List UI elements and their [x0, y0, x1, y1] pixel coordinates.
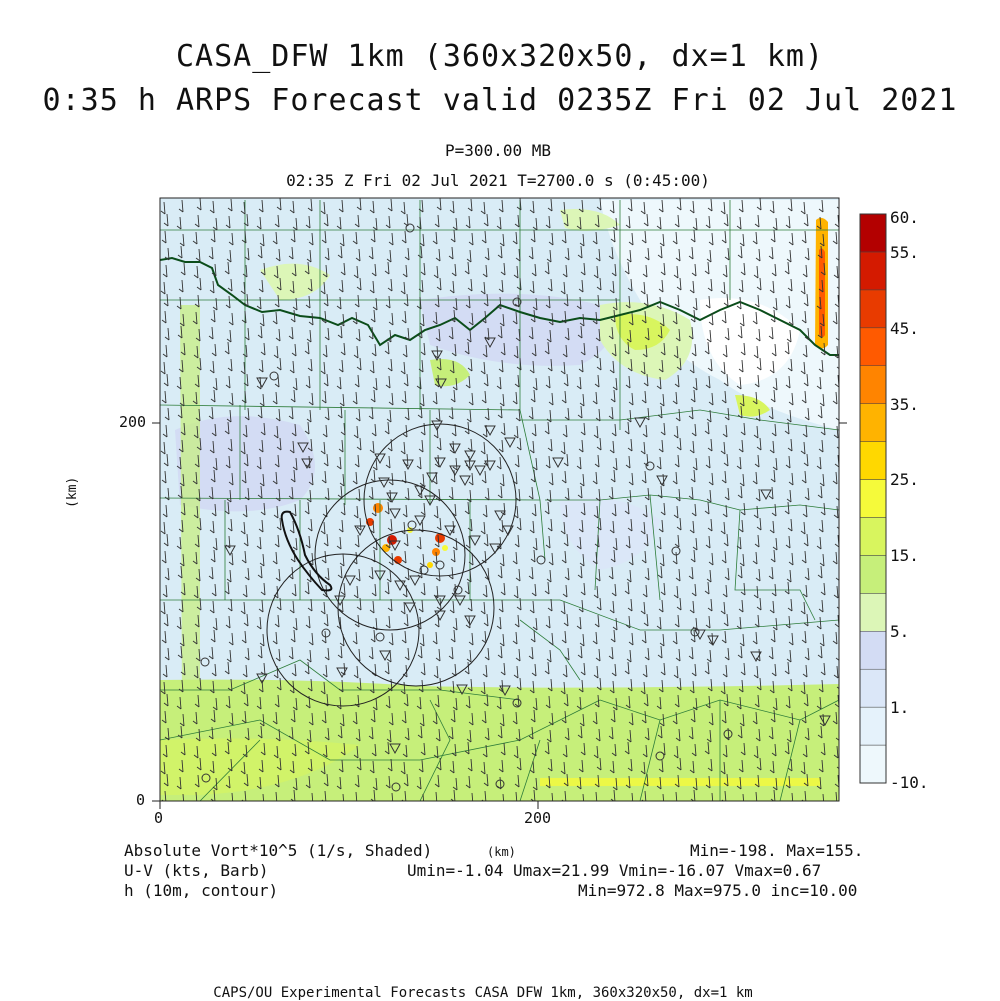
colorbar-label: 1. [890, 698, 910, 717]
colorbar-label: -10. [890, 773, 929, 792]
colorbar-swatch [860, 631, 886, 669]
y-axis-label: (km) [65, 476, 80, 508]
legend-height-stats: Min=972.8 Max=975.0 inc=10.00 [578, 881, 858, 900]
colorbar-swatch [860, 555, 886, 593]
colorbar [860, 214, 886, 783]
pressure-level: P=300.00 MB [445, 141, 551, 160]
colorbar-label: 35. [890, 395, 919, 414]
y-tick-0: 0 [136, 791, 146, 809]
plot-subtitle: 0:35 h ARPS Forecast valid 0235Z Fri 02 Jul 2021 [42, 83, 958, 118]
legend-field-height: h (10m, contour) [124, 881, 279, 900]
colorbar-label: 45. [890, 319, 919, 338]
colorbar-label: 15. [890, 546, 919, 565]
colorbar-swatch [860, 366, 886, 404]
colorbar-swatch [860, 404, 886, 442]
plot-title: CASA_DFW 1km (360x320x50, dx=1 km) [175, 39, 825, 74]
x-tick-200: 200 [524, 809, 552, 827]
colorbar-swatch [860, 252, 886, 290]
colorbar-swatch [860, 517, 886, 555]
colorbar-swatch [860, 214, 886, 252]
legend-vorticity-stats: Min=-198. Max=155. [690, 841, 864, 860]
y-tick-200: 200 [119, 413, 147, 431]
legend-field-wind: U-V (kts, Barb) [124, 861, 269, 880]
footer-credit: CAPS/OU Experimental Forecasts CASA DFW 1km, 360x320x50, dx=1 km [213, 985, 753, 1001]
colorbar-swatch [860, 745, 886, 783]
vorticity-field [160, 198, 841, 806]
valid-time-line: 02:35 Z Fri 02 Jul 2021 T=2700.0 s (0:45:00) [286, 171, 710, 190]
x-axis-label: (km) [487, 845, 516, 859]
legend-field-vorticity: Absolute Vort*10^5 (1/s, Shaded) [124, 841, 433, 860]
colorbar-swatch [860, 290, 886, 328]
legend-wind-stats: Umin=-1.04 Umax=21.99 Vmin=-16.07 Vmax=0.67 [407, 861, 822, 880]
colorbar-swatch [860, 442, 886, 480]
x-tick-0: 0 [154, 809, 164, 827]
vort-patch [540, 778, 820, 786]
colorbar-swatch [860, 669, 886, 707]
colorbar-label: 60. [890, 208, 919, 227]
colorbar-swatch [860, 707, 886, 745]
colorbar-label: 55. [890, 243, 919, 262]
colorbar-swatch [860, 328, 886, 366]
colorbar-label: 5. [890, 622, 910, 641]
colorbar-swatch [860, 480, 886, 518]
colorbar-label: 25. [890, 470, 919, 489]
colorbar-swatch [860, 593, 886, 631]
